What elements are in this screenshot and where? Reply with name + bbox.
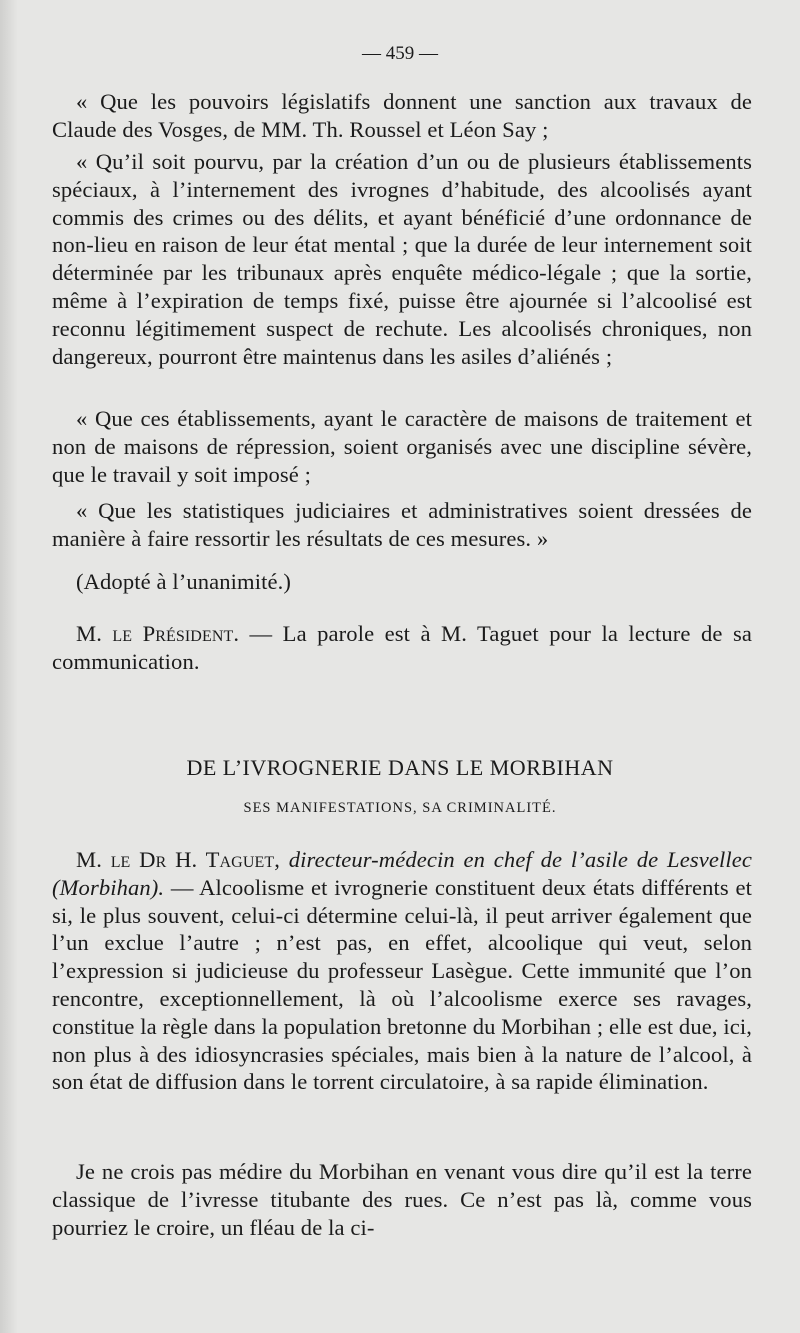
adoption-note: (Adopté à l’unanimité.) [76,569,291,594]
author-role: directeur-médecin en chef de l’asile de Lesvellec (Morbihan). [52,847,753,900]
communication-text-1: — Alcoolisme et ivrognerie constituent deux états différents et si, le plus souvent, celui-ci détermine celui-là, il peut arriver également que l’un exclue l’autre ; n’est pas, en effet, alcoolique qui veut, selon l’expression si judicieuse du professeur Lasègue. Cette immunité que l’on rencontre, exceptionnellement, là où l’alcoolisme exerce ses ravages, constitue la règle dans la population bretonne du Morbihan ; elle est due, ici, non plus à des idiosyncrasies spéciales, mais bien à la nature de l’alcool, à son état de diffusion dans le torrent circulatoire, à sa rapide élimination. [52,874,752,1095]
resolution-paragraph-4: « Que les statistiques judiciaires et administratives soient dressées de manière à faire ressortir les résultats de ces mesures. » [52,498,752,551]
author-name: M. le Dr H. Taguet, [76,847,280,872]
page-edge-shadow [0,0,18,1333]
president-statement-text: — La parole est à M. Taguet pour la lecture de sa communication. [52,621,752,674]
section-subtitle: SES MANIFESTATIONS, SA CRIMINALITÉ. [243,800,557,816]
president-statement [52,620,752,676]
speaker-name: M. le Président. [76,621,240,646]
page-number: — 459 — [362,43,438,64]
resolution-paragraph-1: « Que les pouvoirs législatifs donnent une sanction aux travaux de Claude des Vosges, de MM. Th. Roussel et Léon Say ; [52,89,752,142]
section-title: DE L’IVROGNERIE DANS LE MORBIHAN [186,755,614,780]
resolution-paragraph-2: « Qu’il soit pourvu, par la création d’un ou de plusieurs établissements spéciaux, à l’internement des ivrognes d’habitude, des alcoolisés ayant commis des crimes ou des délits, et ayant bénéficié d’une ordonnance de non-lieu en raison de leur état mental ; que la durée de leur internement soit déterminée par les tribunaux après enquête médico-légale ; que la sortie, même à l’expiration de temps fixé, puisse être ajournée si l’alcoolisé est reconnu légitimement suspect de rechute. Les alcoolisés chroniques, non dangereux, pourront être maintenus dans les asiles d’aliénés ; [52,149,752,369]
communication-paragraph-1 [52,846,752,1096]
communication-paragraph-2: Je ne crois pas médire du Morbihan en venant vous dire qu’il est la terre classique de l’ivresse titubante des rues. Ce n’est pas là, comme vous pourriez le croire, un fléau de la ci- [52,1159,752,1240]
resolution-paragraph-3: « Que ces établissements, ayant le caractère de maisons de traitement et non de maisons de répression, soient organisés avec une discipline sévère, que le travail y soit imposé ; [52,406,752,487]
